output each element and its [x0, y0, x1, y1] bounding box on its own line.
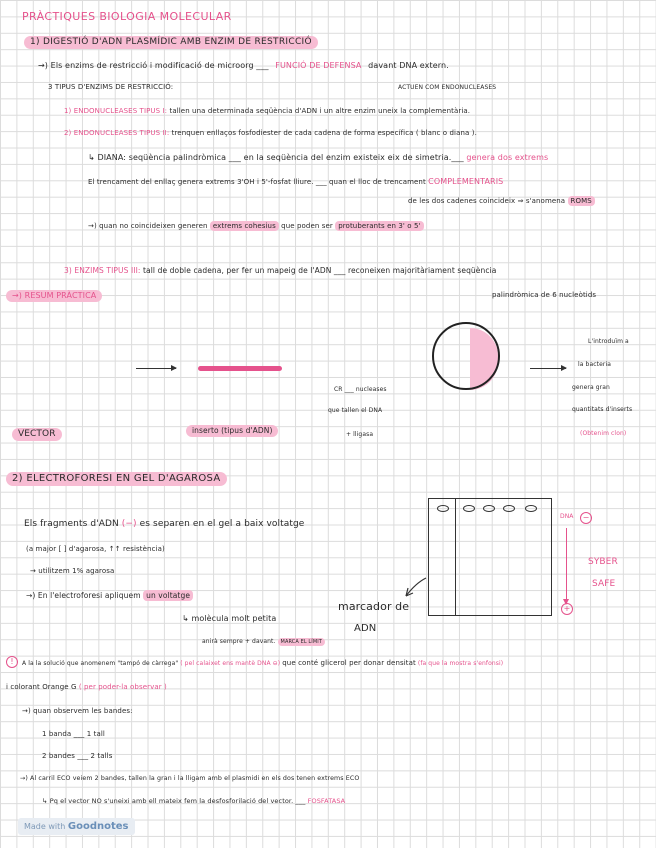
gel-well	[437, 505, 449, 512]
resum-tag: →) RESUM PRÀCTICA	[6, 290, 102, 302]
arrow-to-insert	[136, 368, 176, 369]
migration-arrow	[566, 528, 567, 604]
s2-line3: → utilitzem 1% agarosa	[30, 567, 115, 575]
s2-line2: (a major [ ] d'agarosa, ↑↑ resistència)	[26, 545, 165, 553]
resum-right-4: quantitats d'inserts	[572, 406, 633, 413]
s1-line2-right: ACTUEN COM ENDONUCLEASES	[398, 84, 497, 91]
resum-right-2: la bacteria	[578, 361, 611, 368]
plus-pole-icon: +	[561, 603, 573, 615]
note3: →) quan observem les bandes:	[22, 707, 133, 715]
agarose-gel	[428, 498, 552, 616]
gel-well	[483, 505, 495, 512]
gel-marker-lane-divider	[455, 499, 456, 615]
marker-label-2: ADN	[354, 623, 377, 634]
resum-right-5: (Obtenim clon)	[580, 430, 627, 437]
page-title: PRÀCTIQUES BIOLOGIA MOLECULAR	[22, 10, 232, 23]
s1-line10: palindròmica de 6 nucleòtids	[492, 291, 597, 299]
insert-label: inserto (tipus d'ADN)	[186, 425, 278, 437]
goodnotes-badge: Made with Goodnotes	[18, 818, 135, 835]
gel-well	[525, 505, 537, 512]
dna-label: DNA	[560, 513, 574, 520]
note2: i colorant Orange G ( per poder-la observar )	[6, 683, 167, 691]
syber-label-1: SYBER	[588, 557, 618, 567]
note7: ↳ Pq el vector NO s'uneixi amb ell mateix fem la desfosforilació del vector. ___ FOSFATASA	[42, 797, 346, 805]
note5: 2 bandes ___ 2 talls	[42, 752, 113, 760]
note1: A la la solució que anomenem "tampó de càrrega" ( pel calaixet ens mantè DNA ⊖) que conté glicerol per donar densitat (fa que la mostra s'enfonsi)	[22, 659, 504, 667]
syber-label-2: SAFE	[592, 579, 616, 589]
s1-line4: 2) ENDONUCLEASES TIPUS II: trenquen enllaços fosfodiester de cada cadena de forma específica ( blanc o diana ).	[64, 129, 477, 137]
vector-label: VECTOR	[12, 428, 62, 441]
cr-nucleases: CR ___ nucleases	[334, 386, 387, 393]
cr-lligasa: + lligasa	[346, 431, 374, 438]
marker-label-1: marcador de	[338, 600, 410, 613]
plasmid-circle	[432, 322, 500, 390]
s2-line4: →) En l'electroforesi apliquem un voltatge	[26, 592, 193, 600]
insert-segment	[198, 366, 282, 371]
note4: 1 banda ___ 1 tall	[42, 730, 105, 738]
s1-line8: →) quan no coincideixen generen extrems cohesius que poden ser protuberants en 3' o 5'	[88, 223, 424, 230]
marker-arrow	[400, 576, 430, 602]
alert-icon: !	[6, 656, 18, 668]
s2-line6: anirà sempre + davant. MARCA EL LÍMIT	[202, 639, 325, 645]
cr-tallen: que tallen el DNA	[328, 407, 383, 414]
s2-line1: Els fragments d'ADN (−) es separen en el gel a baix voltatge	[24, 519, 305, 529]
s2-line5: ↳ molècula molt petita	[182, 614, 277, 623]
s1-line6: El trencament del enllaç genera extrems 3'OH i 5'-fosfat lliure. ___ quan el lloc de trencament COMPLEMENTARIS	[88, 177, 504, 186]
note6: →) Al carril ECO veiem 2 bandes, tallen la gran i la lligam amb el plasmidi en els dos tenen extrems ECO	[20, 775, 360, 782]
s1-line3: 1) ENDONUCLEASES TIPUS I: tallen una determinada seqüència d'ADN i un altre enzim uneix la complementària.	[64, 107, 471, 115]
s1-line7: de les dos cadenes coincideix ⇒ s'anomena ROMS	[408, 198, 595, 205]
arrow-from-plasmid	[530, 368, 566, 369]
s1-line1: →) Els enzims de restricció i modificació de microorg ___ FUNCIÓ DE DEFENSA davant DNA extern.	[38, 61, 449, 70]
s1-line2: 3 TIPUS D'ENZIMS DE RESTRICCIÓ:	[48, 83, 174, 91]
s1-line5: ↳ DIANA: seqüència palindròmica ___ en la seqüència del enzim existeix eix de simetria.___ genera dos extrems	[88, 153, 549, 162]
s1-line9: 3) ENZIMS TIPUS III: tall de doble cadena, per fer un mapeig de l'ADN ___ reconeixen majoritàriament seqüència	[64, 266, 497, 275]
gel-well	[463, 505, 475, 512]
resum-right-1: L'introduïm a	[588, 338, 629, 345]
section2-heading: 2) ELECTROFORESI EN GEL D'AGAROSA	[6, 472, 227, 486]
minus-pole-icon: −	[580, 512, 592, 524]
gel-well	[503, 505, 515, 512]
section1-heading: 1) DIGESTIÓ D'ADN PLASMÍDIC AMB ENZIM DE RESTRICCIÓ	[24, 36, 318, 49]
resum-right-3: genera gran	[572, 384, 610, 391]
